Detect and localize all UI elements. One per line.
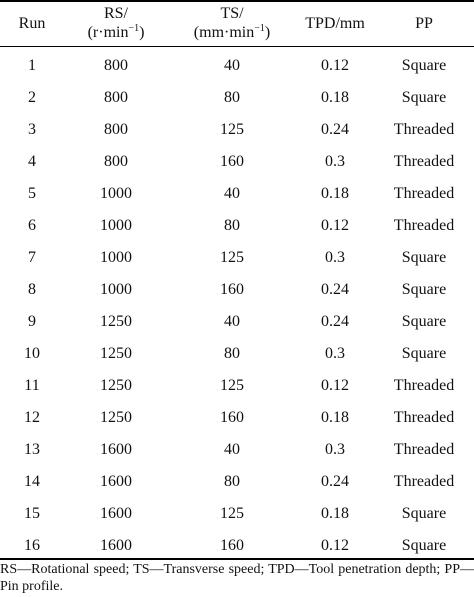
cell-ts: 160 [220, 409, 244, 426]
cell-run: 8 [28, 281, 36, 298]
table-row [0, 114, 474, 146]
table-row [0, 466, 474, 498]
cell-ts: 80 [224, 345, 240, 362]
cell-rs: 1600 [100, 537, 132, 554]
cell-run: 13 [24, 441, 40, 458]
table-row [0, 178, 474, 210]
cell-tpd: 0.3 [325, 345, 345, 362]
cell-tpd: 0.3 [325, 153, 345, 170]
cell-rs: 1600 [100, 473, 132, 490]
table-row [0, 370, 474, 402]
table-footnote: RS—Rotational speed; TS—Transverse speed; TPD—Tool penetration depth; PP—Pin profile. [0, 562, 474, 594]
cell-run: 16 [24, 537, 40, 554]
cell-tpd: 0.24 [321, 121, 349, 138]
cell-pp: Square [401, 313, 447, 330]
cell-run: 1 [28, 57, 36, 74]
cell-rs: 1250 [100, 409, 132, 426]
cell-run: 3 [28, 121, 36, 138]
cell-pp: Threaded [393, 441, 455, 458]
cell-ts: 160 [220, 153, 244, 170]
cell-run: 2 [28, 89, 36, 106]
cell-run: 15 [24, 505, 40, 522]
cell-pp: Square [401, 89, 447, 106]
cell-tpd: 0.12 [321, 377, 349, 394]
cell-rs: 1600 [100, 441, 132, 458]
header-rs: RS/ $(r\cdot\min^{-1})$ [87, 5, 145, 41]
cell-ts: 40 [224, 441, 240, 458]
cell-run: 4 [28, 153, 36, 170]
cell-pp: Threaded [393, 377, 455, 394]
cell-run: 11 [24, 377, 40, 394]
cell-ts: 40 [224, 313, 240, 330]
cell-rs: 800 [104, 153, 128, 170]
cell-run: 7 [28, 249, 36, 266]
cell-rs: 1000 [100, 281, 132, 298]
table-row [0, 242, 474, 274]
table-row [0, 146, 474, 178]
cell-pp: Square [401, 537, 447, 554]
table-row [0, 210, 474, 242]
header-pp: PP [415, 14, 433, 32]
cell-ts: 125 [220, 249, 244, 266]
cell-ts: 80 [224, 217, 240, 234]
cell-tpd: 0.24 [321, 473, 349, 490]
cell-rs: 1250 [100, 345, 132, 362]
cell-rs: 1600 [100, 505, 132, 522]
cell-rs: 800 [104, 121, 128, 138]
cell-tpd: 0.24 [321, 281, 349, 298]
cell-rs: 800 [104, 89, 128, 106]
header-run: Run [18, 14, 46, 32]
table-row [0, 82, 474, 114]
cell-run: 14 [24, 473, 40, 490]
table-row [0, 306, 474, 338]
table-row [0, 530, 474, 562]
cell-ts: 80 [224, 473, 240, 490]
cell-pp: Threaded [393, 217, 455, 234]
cell-pp: Threaded [393, 153, 455, 170]
cell-pp: Square [401, 281, 447, 298]
cell-ts: 125 [220, 377, 244, 394]
cell-tpd: 0.12 [321, 57, 349, 74]
cell-ts: 40 [224, 57, 240, 74]
table-row [0, 338, 474, 370]
table-row [0, 434, 474, 466]
cell-pp: Threaded [393, 121, 455, 138]
cell-pp: Threaded [393, 185, 455, 202]
cell-rs: 1000 [100, 249, 132, 266]
cell-ts: 80 [224, 89, 240, 106]
cell-tpd: 0.3 [325, 249, 345, 266]
cell-tpd: 0.18 [321, 185, 349, 202]
cell-tpd: 0.12 [321, 217, 349, 234]
header-ts: TS/ $(mm\cdot\min^{-1})$ [193, 5, 271, 41]
cell-run: 12 [24, 409, 40, 426]
cell-run: 10 [24, 345, 40, 362]
cell-ts: 160 [220, 281, 244, 298]
header-tpd: TPD/mm [305, 14, 365, 32]
cell-pp: Square [401, 345, 447, 362]
cell-run: 9 [28, 313, 36, 330]
cell-rs: 800 [104, 57, 128, 74]
cell-pp: Square [401, 505, 447, 522]
cell-rs: 1000 [100, 217, 132, 234]
table-row [0, 498, 474, 530]
cell-run: 5 [28, 185, 36, 202]
cell-ts: 125 [220, 121, 244, 138]
cell-pp: Threaded [393, 473, 455, 490]
cell-run: 6 [28, 217, 36, 234]
table-row [0, 46, 474, 82]
table-row [0, 402, 474, 434]
cell-pp: Threaded [393, 409, 455, 426]
cell-rs: 1000 [100, 185, 132, 202]
cell-tpd: 0.18 [321, 89, 349, 106]
cell-ts: 125 [220, 505, 244, 522]
cell-rs: 1250 [100, 377, 132, 394]
cell-tpd: 0.18 [321, 505, 349, 522]
cell-ts: 40 [224, 185, 240, 202]
cell-rs: 1250 [100, 313, 132, 330]
cell-ts: 160 [220, 537, 244, 554]
cell-tpd: 0.12 [321, 537, 349, 554]
table-row [0, 274, 474, 306]
cell-pp: Square [401, 57, 447, 74]
header-row [0, 0, 474, 46]
cell-pp: Square [401, 249, 447, 266]
cell-tpd: 0.18 [321, 409, 349, 426]
cell-tpd: 0.3 [325, 441, 345, 458]
cell-tpd: 0.24 [321, 313, 349, 330]
